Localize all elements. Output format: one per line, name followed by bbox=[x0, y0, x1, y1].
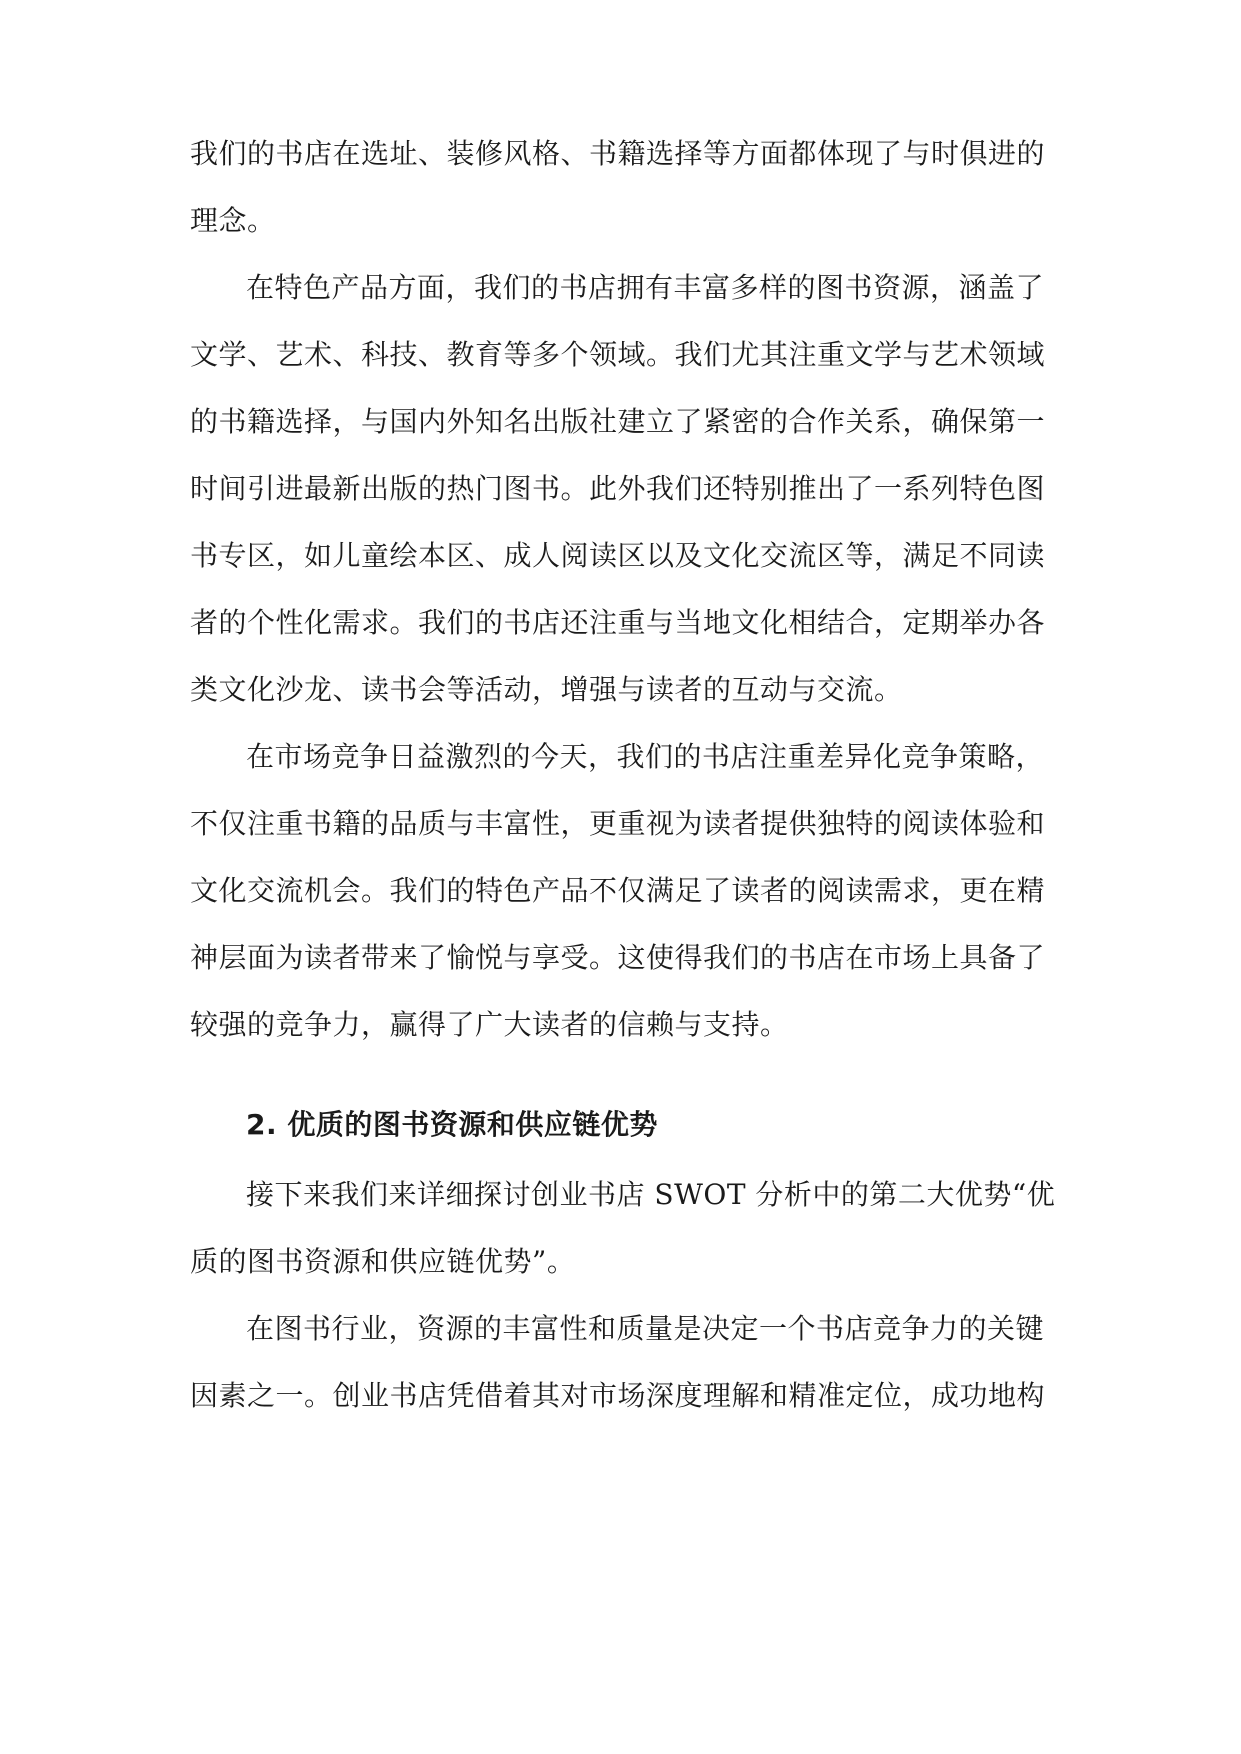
paragraph-line: 在图书行业，资源的丰富性和质量是决定一个书店竞争力的关键 bbox=[246, 1312, 1045, 1345]
paragraph-line: 在市场竞争日益激烈的今天，我们的书店注重差异化竞争策略， bbox=[246, 740, 1045, 773]
paragraph-line: 不仅注重书籍的品质与丰富性，更重视为读者提供独特的阅读体验和 bbox=[190, 807, 1046, 840]
paragraph-line: 时间引进最新出版的热门图书。此外我们还特别推出了一系列特色图 bbox=[190, 472, 1046, 505]
paragraph-line: 质的图书资源和供应链优势”。 bbox=[190, 1245, 576, 1278]
paragraph-line: 因素之一。创业书店凭借着其对市场深度理解和精准定位，成功地构 bbox=[190, 1379, 1046, 1412]
paragraph-line: 的书籍选择，与国内外知名出版社建立了紧密的合作关系，确保第一 bbox=[190, 405, 1046, 438]
paragraph-line: 者的个性化需求。我们的书店还注重与当地文化相结合，定期举办各 bbox=[190, 606, 1046, 639]
section-heading: 2. 优质的图书资源和供应链优势 bbox=[246, 1108, 658, 1141]
paragraph-line: 较强的竞争力，赢得了广大读者的信赖与支持。 bbox=[190, 1008, 789, 1041]
paragraph-line: 类文化沙龙、读书会等活动，增强与读者的互动与交流。 bbox=[190, 673, 903, 706]
paragraph-line: 神层面为读者带来了愉悦与享受。这使得我们的书店在市场上具备了 bbox=[190, 941, 1046, 974]
paragraph-line: 理念。 bbox=[190, 204, 276, 237]
paragraph-line: 文学、艺术、科技、教育等多个领域。我们尤其注重文学与艺术领域 bbox=[190, 338, 1046, 371]
paragraph-line: 在特色产品方面，我们的书店拥有丰富多样的图书资源，涵盖了 bbox=[246, 271, 1045, 304]
paragraph-line: 我们的书店在选址、装修风格、书籍选择等方面都体现了与时俱进的 bbox=[190, 137, 1046, 170]
paragraph-line: 接下来我们来详细探讨创业书店 SWOT 分析中的第二大优势“优 bbox=[246, 1178, 1056, 1211]
paragraph-line: 书专区，如儿童绘本区、成人阅读区以及文化交流区等，满足不同读 bbox=[190, 539, 1046, 572]
paragraph-line: 文化交流机会。我们的特色产品不仅满足了读者的阅读需求，更在精 bbox=[190, 874, 1046, 907]
